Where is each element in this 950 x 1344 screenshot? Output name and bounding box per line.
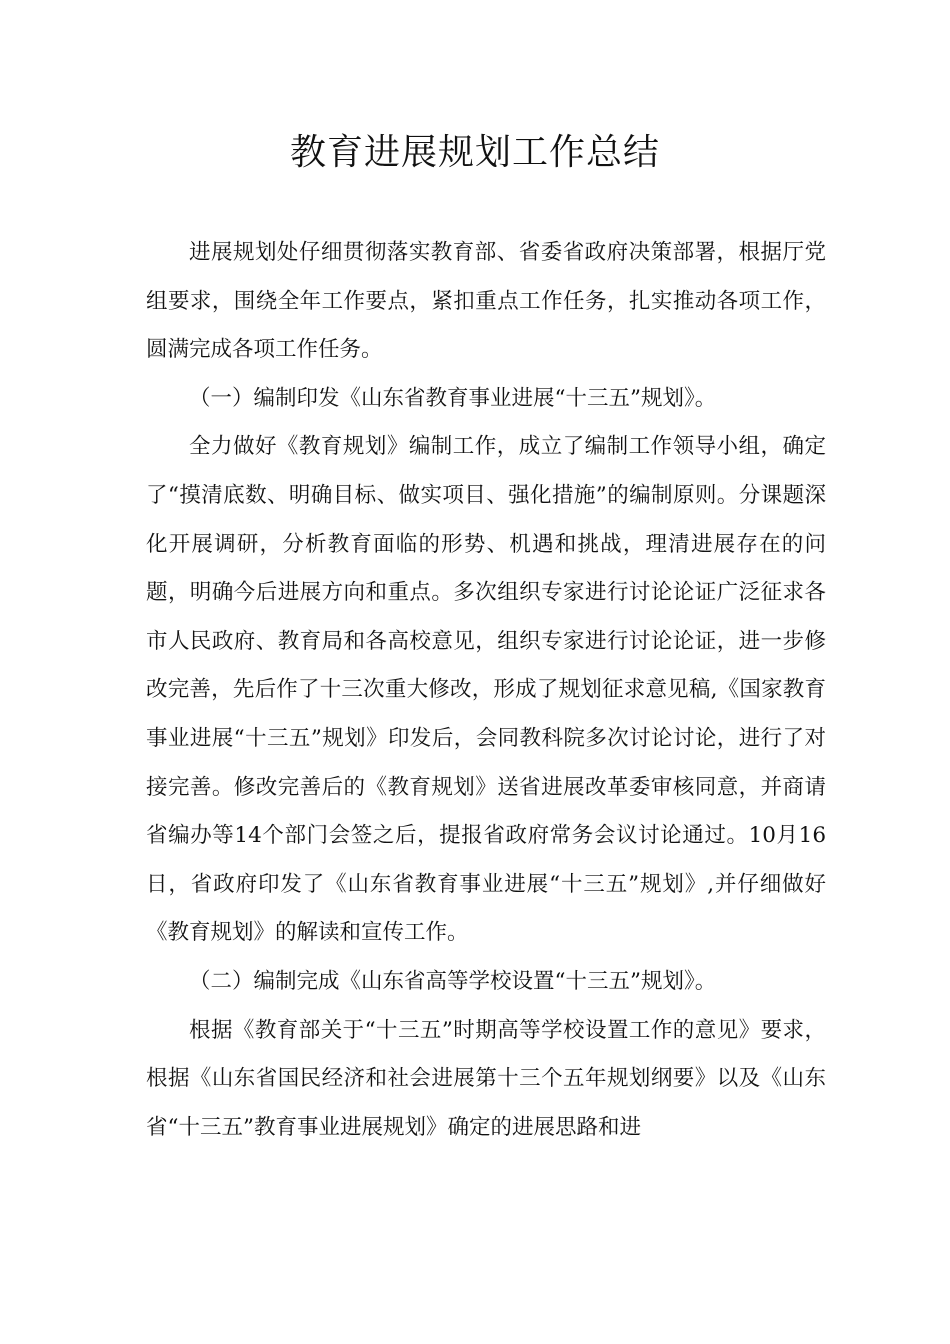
- document-title: 教育进展规划工作总结: [289, 132, 660, 173]
- section-heading-1: （一）编制印发《山东省教育事业进展“十三五”规划》。: [189, 385, 717, 411]
- section-1-paragraph: 全力做好《教育规划》编制工作，成立了编制工作领导小组，确定了“摸清底数、明确目标、做实项目、强化措施”的编制原则。分课题深化开展调研，分析教育面临的形势、机遇和挑战，理清进展存在的问题，明确今后进展方向和重点。多次组织专家进行讨论论证广泛征求各市人民政府、教育局和各高校意见，组织专家进行讨论论证，进一步修改完善，先后作了十三次重大修改，形成了规划征求意见稿,《国家教育事业进展“十三五”规划》印发后，会同教科院多次讨论讨论，进行了对接完善。修改完善后的《教育规划》送省进展改革委审核同意，并商请省编办等14个部门会签之后，提报省政府常务会议讨论通过。10月16日，省政府印发了《山东省教育事业进展“十三五”规划》,并仔细做好《教育规划》的解读和宣传工作。: [146, 434, 826, 946]
- section-2-paragraph: 根据《教育部关于“十三五”时期高等学校设置工作的意见》要求，根据《山东省国民经济和社会进展第十三个五年规划纲要》以及《山东省“十三五”教育事业进展规划》确定的进展思路和进: [146, 1017, 826, 1140]
- document-body: [146, 229, 826, 1152]
- intro-paragraph: 进展规划处仔细贯彻落实教育部、省委省政府决策部署，根据厅党组要求，围绕全年工作要点，紧扣重点工作任务，扎实推动各项工作，圆满完成各项工作任务。: [146, 240, 826, 363]
- section-heading-2: （二）编制完成《山东省高等学校设置“十三五”规划》。: [189, 968, 717, 994]
